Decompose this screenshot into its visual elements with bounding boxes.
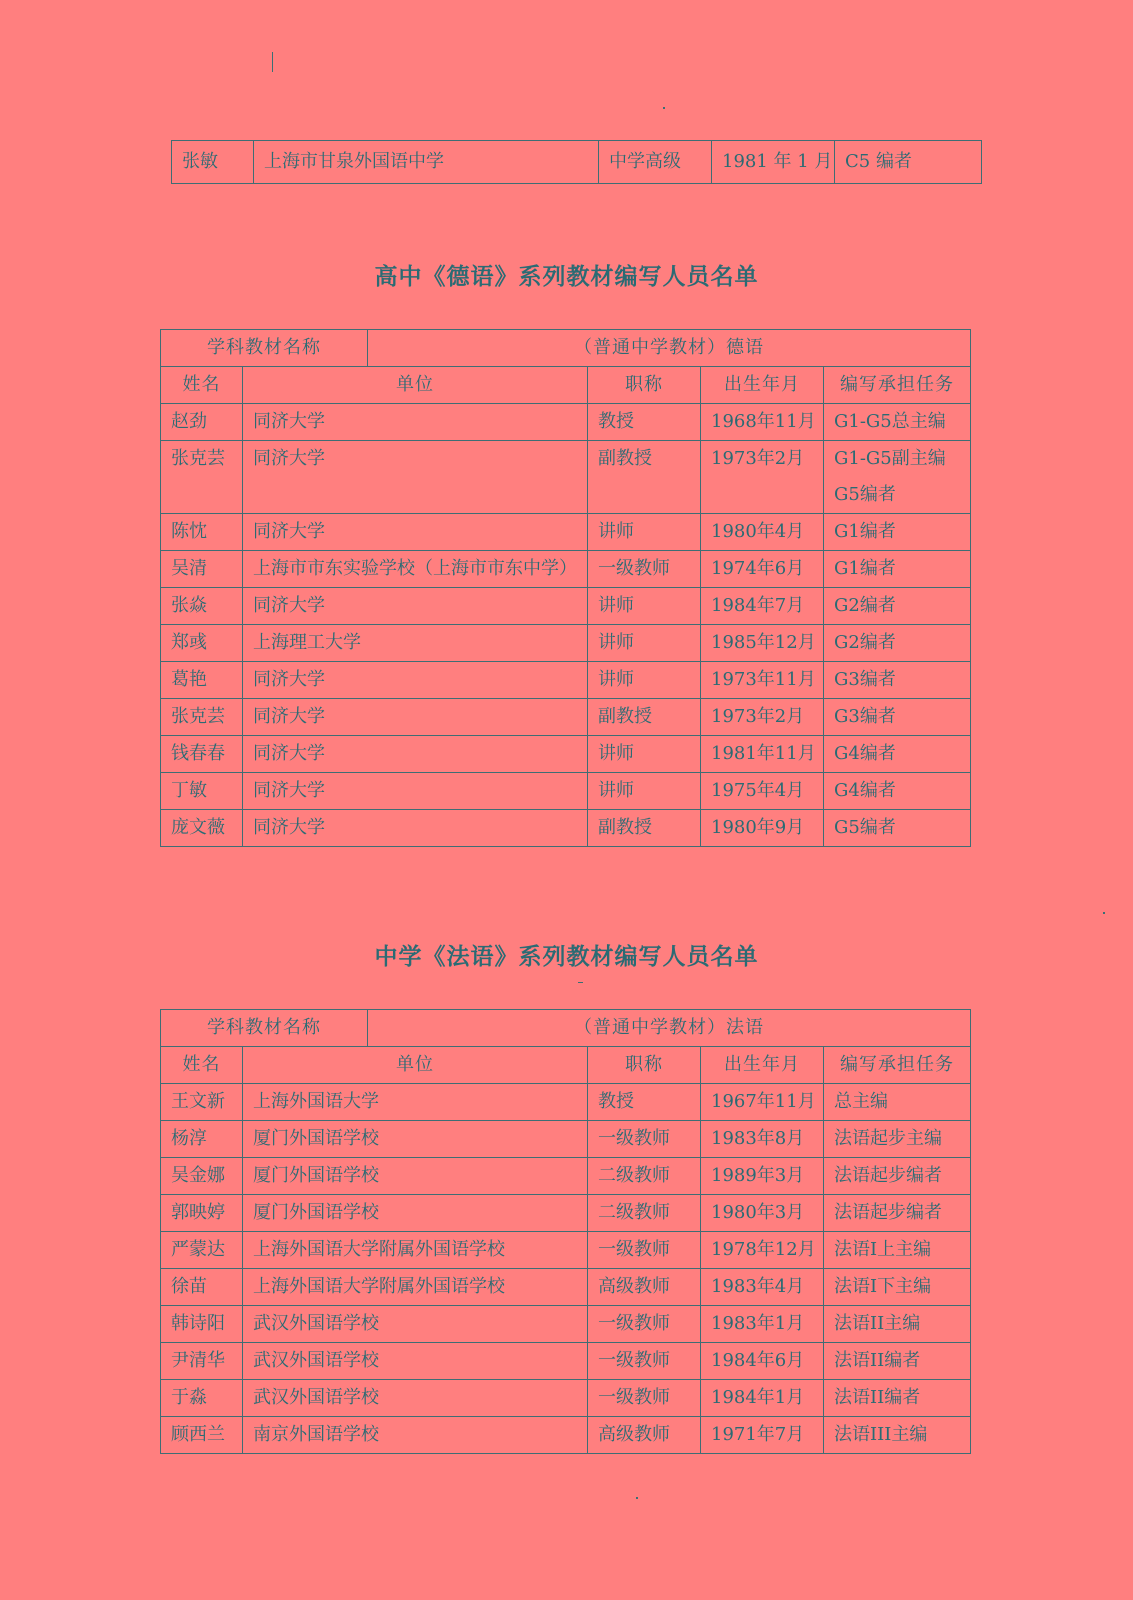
cell-title (588, 625, 701, 662)
cell-birth (701, 810, 824, 847)
cell-task (824, 1380, 971, 1417)
cell-name-text: 郑彧 (171, 632, 207, 653)
cell-name (161, 662, 243, 699)
cell-unit (243, 551, 588, 588)
cell-birth (701, 1343, 824, 1380)
cell-name-text: 张克芸 (171, 706, 225, 727)
cell-title (588, 810, 701, 847)
cell-name-text: 钱春春 (171, 743, 225, 764)
cell-task-text: 法语II编者 (834, 1350, 921, 1371)
cell-title (588, 551, 701, 588)
table-row (161, 773, 971, 810)
cell-birth (701, 625, 824, 662)
table-row (161, 551, 971, 588)
header-birth: 出生年月 (701, 367, 824, 404)
cell-title-text: 教授 (598, 411, 634, 432)
cell-birth (701, 1306, 824, 1343)
cell-task (824, 810, 971, 847)
cell-title-text: 一级教师 (598, 558, 670, 579)
cell-unit-text: 同济大学 (253, 521, 325, 542)
cell-task (824, 773, 971, 810)
cell-unit (243, 773, 588, 810)
cell-unit (243, 1380, 588, 1417)
cell-task (824, 1158, 971, 1195)
cell-birth-text: 1978年12月 (711, 1239, 816, 1260)
cell-title (588, 1121, 701, 1158)
cell-birth-text: 1984年6月 (711, 1350, 805, 1371)
table-row (161, 662, 971, 699)
cell-unit-text: 同济大学 (253, 817, 325, 838)
cell-task-text: 法语起步编者 (834, 1165, 942, 1186)
cell-name (161, 736, 243, 773)
cell-unit (243, 736, 588, 773)
table-row (161, 1343, 971, 1380)
cell-birth-text: 1973年2月 (711, 448, 805, 469)
cell-title (588, 773, 701, 810)
cell-unit (243, 588, 588, 625)
cell-task-text: G5编者 (834, 484, 896, 505)
cell-unit (243, 441, 588, 514)
table-row (161, 441, 971, 514)
cell-title (588, 1417, 701, 1454)
cell-birth-text: 1968年11月 (711, 411, 816, 432)
table-row (161, 588, 971, 625)
cell-task-text: 总主编 (834, 1091, 888, 1112)
table-row (161, 1195, 971, 1232)
cell-unit-text: 上海外国语大学附属外国语学校 (253, 1239, 505, 1260)
cell-title (588, 1380, 701, 1417)
cell-task-text: G5编者 (834, 817, 896, 838)
cell-unit: 上海市甘泉外国语中学 (254, 141, 599, 184)
cell-task (824, 1084, 971, 1121)
cell-name-text: 尹清华 (171, 1350, 225, 1371)
cell-birth-text: 1980年4月 (711, 521, 805, 542)
cell-birth-text: 1971年7月 (711, 1424, 805, 1445)
cell-birth-text: 1985年12月 (711, 632, 816, 653)
cell-birth (701, 588, 824, 625)
cell-title-text: 高级教师 (598, 1424, 670, 1445)
header-name: 姓名 (161, 1047, 243, 1084)
cell-birth-text: 1984年1月 (711, 1387, 805, 1408)
cell-unit-text: 同济大学 (253, 743, 325, 764)
cell-task-text: G4编者 (834, 780, 896, 801)
cell-unit-text: 上海市市东实验学校（上海市市东中学） (253, 558, 577, 579)
cell-birth: 1981 年 1 月 (712, 141, 835, 184)
cell-name-text: 张克芸 (171, 448, 225, 469)
header-unit: 单位 (243, 367, 588, 404)
cell-unit-text: 武汉外国语学校 (253, 1313, 379, 1334)
cell-task (824, 1417, 971, 1454)
cell-unit (243, 625, 588, 662)
cell-task-text: G1-G5副主编 (834, 448, 946, 469)
cell-title (588, 1306, 701, 1343)
cell-name-text: 陈忱 (171, 521, 207, 542)
cell-name (161, 1084, 243, 1121)
cell-task (824, 736, 971, 773)
subject-value: （普通中学教材）法语 (368, 1010, 971, 1047)
subject-label: 学科教材名称 (161, 1010, 368, 1047)
subject-label: 学科教材名称 (161, 330, 368, 367)
cell-name (161, 1417, 243, 1454)
cell-birth (701, 1380, 824, 1417)
cell-name (161, 404, 243, 441)
cell-title (588, 1195, 701, 1232)
cell-birth (701, 1121, 824, 1158)
cell-title-text: 一级教师 (598, 1387, 670, 1408)
table-row (161, 514, 971, 551)
cell-name (161, 588, 243, 625)
cell-name-text: 吴金娜 (171, 1165, 225, 1186)
cell-birth-text: 1980年9月 (711, 817, 805, 838)
table-row (161, 810, 971, 847)
cell-task-text: G1编者 (834, 521, 896, 542)
cell-birth-text: 1983年1月 (711, 1313, 805, 1334)
cell-task (824, 551, 971, 588)
cell-title-text: 一级教师 (598, 1350, 670, 1371)
cell-birth (701, 514, 824, 551)
cell-birth (701, 699, 824, 736)
cell-task (824, 1232, 971, 1269)
cell-task (824, 404, 971, 441)
cell-title-text: 副教授 (598, 817, 652, 838)
cell-name-text: 严蒙达 (171, 1239, 225, 1260)
cell-task-text: 法语I上主编 (834, 1239, 932, 1260)
table-row (161, 625, 971, 662)
cell-name-text: 王文新 (171, 1091, 225, 1112)
french-section-title: 中学《法语》系列教材编写人员名单 (374, 943, 759, 970)
cell-unit (243, 514, 588, 551)
cell-title-text: 副教授 (598, 706, 652, 727)
cell-birth-text: 1967年11月 (711, 1091, 816, 1112)
german-section-title: 高中《德语》系列教材编写人员名单 (374, 263, 759, 290)
header-row (161, 367, 971, 404)
cell-unit (243, 1417, 588, 1454)
cell-title-text: 教授 (598, 1091, 634, 1112)
cell-name-text: 赵劲 (171, 411, 207, 432)
cell-task (824, 1121, 971, 1158)
cell-birth-text: 1981年11月 (711, 743, 816, 764)
cell-unit-text: 同济大学 (253, 780, 325, 801)
scan-speck (636, 1497, 638, 1499)
scan-speck (1103, 912, 1105, 914)
cell-unit-text: 南京外国语学校 (253, 1424, 379, 1445)
cell-unit-text: 同济大学 (253, 706, 325, 727)
cell-name (161, 1343, 243, 1380)
cell-birth (701, 1158, 824, 1195)
cell-unit (243, 1195, 588, 1232)
cell-title (588, 441, 701, 514)
cell-unit-text: 同济大学 (253, 595, 325, 616)
cell-task (824, 625, 971, 662)
cell-task (824, 441, 971, 514)
cell-birth (701, 1195, 824, 1232)
cell-task-text: G3编者 (834, 706, 896, 727)
cell-unit (243, 1269, 588, 1306)
cell-title (588, 1084, 701, 1121)
cell-name (161, 1380, 243, 1417)
cell-title (588, 699, 701, 736)
cell-task (824, 1195, 971, 1232)
cell-title-text: 高级教师 (598, 1276, 670, 1297)
cell-task-text: G1编者 (834, 558, 896, 579)
cell-unit (243, 1232, 588, 1269)
cell-task-text: 法语II编者 (834, 1387, 921, 1408)
cell-birth-text: 1974年6月 (711, 558, 805, 579)
cell-name (161, 1306, 243, 1343)
cell-name-text: 杨淳 (171, 1128, 207, 1149)
table-row (161, 1084, 971, 1121)
cell-name-text: 韩诗阳 (171, 1313, 225, 1334)
cell-task-text: 法语II主编 (834, 1313, 921, 1334)
cell-title-text: 一级教师 (598, 1313, 670, 1334)
cell-unit-text: 厦门外国语学校 (253, 1128, 379, 1149)
cell-name-text: 庞文薇 (171, 817, 225, 838)
cell-title-text: 讲师 (598, 743, 634, 764)
german-authors-table (160, 329, 971, 847)
header-unit: 单位 (243, 1047, 588, 1084)
cell-task (824, 1269, 971, 1306)
cell-birth (701, 736, 824, 773)
cell-unit-text: 同济大学 (253, 411, 325, 432)
scan-speck (663, 107, 665, 109)
cell-name (161, 1121, 243, 1158)
subject-row (161, 1010, 971, 1047)
table-row (161, 1417, 971, 1454)
cell-unit (243, 1121, 588, 1158)
header-title: 职称 (588, 1047, 701, 1084)
cell-task (824, 588, 971, 625)
cell-name (161, 551, 243, 588)
cell-title: 中学高级 (599, 141, 712, 184)
cell-name (161, 810, 243, 847)
cell-title (588, 1269, 701, 1306)
cell-title-text: 讲师 (598, 669, 634, 690)
cell-name-text: 张焱 (171, 595, 207, 616)
header-task: 编写承担任务 (824, 1047, 971, 1084)
cell-title-text: 讲师 (598, 521, 634, 542)
cell-name (161, 1269, 243, 1306)
cell-birth-text: 1973年2月 (711, 706, 805, 727)
cell-title (588, 514, 701, 551)
cell-task-text: G3编者 (834, 669, 896, 690)
cell-birth-text: 1983年8月 (711, 1128, 805, 1149)
cell-birth (701, 441, 824, 514)
cell-unit (243, 662, 588, 699)
cell-name-text: 吴清 (171, 558, 207, 579)
cell-unit-text: 上海外国语大学附属外国语学校 (253, 1276, 505, 1297)
cell-name (161, 441, 243, 514)
cell-birth-text: 1983年4月 (711, 1276, 805, 1297)
cell-task-text: 法语III主编 (834, 1424, 928, 1445)
cell-title-text: 一级教师 (598, 1128, 670, 1149)
cell-unit (243, 1084, 588, 1121)
table-row (161, 1232, 971, 1269)
table-row (161, 699, 971, 736)
cell-name (161, 1158, 243, 1195)
cell-task-text: G2编者 (834, 632, 896, 653)
cell-unit (243, 699, 588, 736)
cell-title-text: 讲师 (598, 780, 634, 801)
cell-birth (701, 1232, 824, 1269)
cell-title-text: 二级教师 (598, 1165, 670, 1186)
cell-birth-text: 1989年3月 (711, 1165, 805, 1186)
cell-unit-text: 上海理工大学 (253, 632, 361, 653)
cell-birth-text: 1980年3月 (711, 1202, 805, 1223)
french-authors-table (160, 1009, 971, 1454)
cell-title (588, 662, 701, 699)
cell-unit-text: 厦门外国语学校 (253, 1165, 379, 1186)
cell-name-text: 郭映婷 (171, 1202, 225, 1223)
cell-birth (701, 1417, 824, 1454)
cell-birth (701, 662, 824, 699)
scan-speck (578, 982, 583, 983)
cell-birth-text: 1984年7月 (711, 595, 805, 616)
cell-birth (701, 1269, 824, 1306)
cell-unit (243, 810, 588, 847)
cell-title-text: 二级教师 (598, 1202, 670, 1223)
previous-table-continuation (171, 140, 982, 184)
cell-task: C5 编者 (835, 141, 982, 184)
table-row (161, 1269, 971, 1306)
cell-unit (243, 1158, 588, 1195)
cell-title-text: 副教授 (598, 448, 652, 469)
cell-task-text: 法语起步编者 (834, 1202, 942, 1223)
cell-task (824, 514, 971, 551)
cell-unit-text: 同济大学 (253, 448, 325, 469)
cell-title-text: 一级教师 (598, 1239, 670, 1260)
cell-title (588, 588, 701, 625)
table-row (161, 1121, 971, 1158)
cell-task-text: G4编者 (834, 743, 896, 764)
header-name: 姓名 (161, 367, 243, 404)
cell-birth (701, 773, 824, 810)
cell-task-text: 法语I下主编 (834, 1276, 932, 1297)
table-row (161, 736, 971, 773)
subject-row (161, 330, 971, 367)
cell-name-text: 葛艳 (171, 669, 207, 690)
table-row (161, 1380, 971, 1417)
header-title: 职称 (588, 367, 701, 404)
cell-birth-text: 1973年11月 (711, 669, 816, 690)
header-task: 编写承担任务 (824, 367, 971, 404)
table-row (161, 1306, 971, 1343)
header-row (161, 1047, 971, 1084)
header-birth: 出生年月 (701, 1047, 824, 1084)
cell-birth (701, 404, 824, 441)
cell-name (161, 1195, 243, 1232)
cell-unit (243, 404, 588, 441)
cell-unit-text: 上海外国语大学 (253, 1091, 379, 1112)
cell-name: 张敏 (172, 141, 254, 184)
cell-name (161, 625, 243, 662)
cell-task-text: G1-G5总主编 (834, 411, 946, 432)
cell-unit-text: 武汉外国语学校 (253, 1350, 379, 1371)
cell-task (824, 699, 971, 736)
cell-unit-text: 武汉外国语学校 (253, 1387, 379, 1408)
cell-name-text: 于淼 (171, 1387, 207, 1408)
cell-name-text: 丁敏 (171, 780, 207, 801)
cell-name (161, 1232, 243, 1269)
cell-title (588, 1232, 701, 1269)
cell-name (161, 514, 243, 551)
cell-task-text: G2编者 (834, 595, 896, 616)
table-row (161, 404, 971, 441)
cell-unit-text: 同济大学 (253, 669, 325, 690)
cell-title (588, 1158, 701, 1195)
cell-unit (243, 1343, 588, 1380)
table-row (172, 141, 982, 184)
cell-task (824, 662, 971, 699)
scan-mark (272, 52, 273, 72)
cell-name (161, 773, 243, 810)
cell-title (588, 404, 701, 441)
subject-value: （普通中学教材）德语 (368, 330, 971, 367)
cell-task (824, 1306, 971, 1343)
cell-title (588, 1343, 701, 1380)
cell-unit-text: 厦门外国语学校 (253, 1202, 379, 1223)
cell-name-text: 徐苗 (171, 1276, 207, 1297)
cell-name-text: 顾西兰 (171, 1424, 225, 1445)
table-row (161, 1158, 971, 1195)
cell-birth (701, 551, 824, 588)
cell-title-text: 讲师 (598, 632, 634, 653)
cell-birth (701, 1084, 824, 1121)
cell-title (588, 736, 701, 773)
cell-birth-text: 1975年4月 (711, 780, 805, 801)
cell-task (824, 1343, 971, 1380)
cell-name (161, 699, 243, 736)
cell-task-text: 法语起步主编 (834, 1128, 942, 1149)
cell-title-text: 讲师 (598, 595, 634, 616)
cell-unit (243, 1306, 588, 1343)
